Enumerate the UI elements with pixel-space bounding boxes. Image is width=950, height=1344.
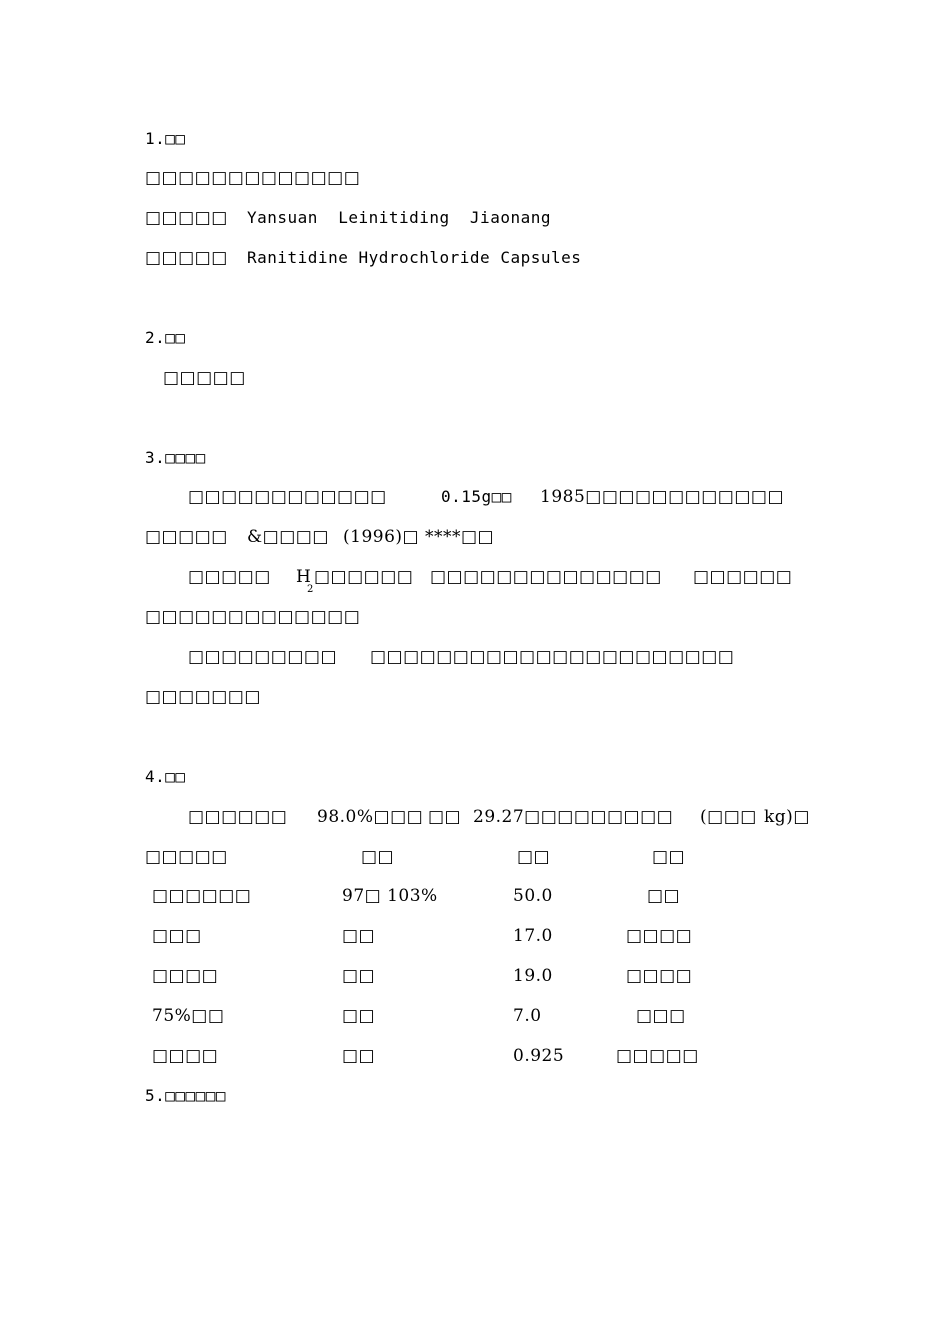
table-cell-amount: 17.0 — [513, 926, 553, 946]
table-header-note: □□ — [652, 847, 686, 867]
table-cell-note: □□□□ — [626, 966, 693, 986]
table-cell-material: □□□ — [152, 926, 202, 946]
table-cell-note: □□□□□ — [616, 1046, 699, 1066]
section-3-p3-part4: □□□□□□ — [693, 567, 793, 587]
section-3-heading: 3.□□□□ — [145, 448, 206, 467]
pinyin-label: □□□□□ — [145, 208, 228, 228]
section-3-p6: □□□□□□□ — [145, 687, 261, 707]
h2-symbol: H — [296, 567, 312, 587]
table-header-amount: □□ — [517, 847, 551, 867]
section-4-intro-part5: (□□□ — [700, 807, 757, 827]
section-3-p4: □□□□□□□□□□□□□ — [145, 607, 361, 627]
section-4-heading: 4.□□ — [145, 767, 186, 786]
section-3-p1-part1: □□□□□□□□□□□□ — [188, 487, 387, 507]
table-cell-amount: 50.0 — [513, 886, 553, 906]
english-label: □□□□□ — [145, 248, 228, 268]
table-cell-note: □□ — [647, 886, 681, 906]
section-4-intro-part2: 98.0%□□□ — [317, 807, 424, 827]
table-cell-material: □□□□ — [152, 966, 219, 986]
section-2-text: □□□□□ — [163, 368, 246, 388]
section-3-p2-part1: □□□□□ — [145, 527, 228, 547]
section-1-heading: 1.□□ — [145, 129, 186, 148]
table-cell-spec: 97□ 103% — [342, 886, 438, 906]
section-4-intro-part3: □□ — [428, 807, 462, 827]
table-cell-note: □□□ — [636, 1006, 686, 1026]
section-4-intro-part4: 29.27□□□□□□□□□ — [473, 807, 674, 827]
table-cell-note: □□□□ — [626, 926, 693, 946]
section-2-heading: 2.□□ — [145, 328, 186, 347]
section-3-p5-part1: □□□□□□□□□ — [188, 647, 338, 667]
table-cell-amount: 0.925 — [513, 1046, 565, 1066]
table-cell-material: □□□□ — [152, 1046, 219, 1066]
table-cell-material: □□□□□□ — [152, 886, 252, 906]
table-cell-amount: 7.0 — [513, 1006, 542, 1026]
table-header-material: □□□□□ — [145, 847, 228, 867]
h2-subscript: 2 — [307, 584, 314, 595]
table-cell-spec: □□ — [342, 926, 376, 946]
table-cell-amount: 19.0 — [513, 966, 553, 986]
section-3-p1-part2: 0.15g□□ — [441, 487, 512, 506]
section-3-p5-part2: □□□□□□□□□□□□□□□□□□□□□□ — [370, 647, 735, 667]
generic-name-line: □□□□□□□□□□□□□ — [145, 168, 361, 188]
table-cell-material: 75%□□ — [152, 1006, 225, 1026]
section-3-p1-part3: 1985□□□□□□□□□□□□ — [540, 487, 785, 507]
table-cell-spec: □□ — [342, 1046, 376, 1066]
table-cell-spec: □□ — [342, 1006, 376, 1026]
section-4-intro-part1: □□□□□□ — [188, 807, 288, 827]
table-cell-spec: □□ — [342, 966, 376, 986]
section-3-p3-part2: □□□□□□ — [314, 567, 414, 587]
pinyin-name: Yansuan Leinitiding Jiaonang — [247, 208, 551, 227]
section-4-intro-part6: kg)□ — [764, 807, 810, 827]
section-3-p2-part2: &□□□□ — [247, 527, 329, 547]
section-5-heading: 5.□□□□□□ — [145, 1086, 227, 1105]
section-3-p2-part3: (1996)□ ****□□ — [343, 527, 495, 547]
section-3-p3-part1: □□□□□ — [188, 567, 271, 587]
english-name: Ranitidine Hydrochloride Capsules — [247, 248, 582, 267]
section-3-p3-part3: □□□□□□□□□□□□□□ — [430, 567, 662, 587]
table-header-spec: □□ — [361, 847, 395, 867]
